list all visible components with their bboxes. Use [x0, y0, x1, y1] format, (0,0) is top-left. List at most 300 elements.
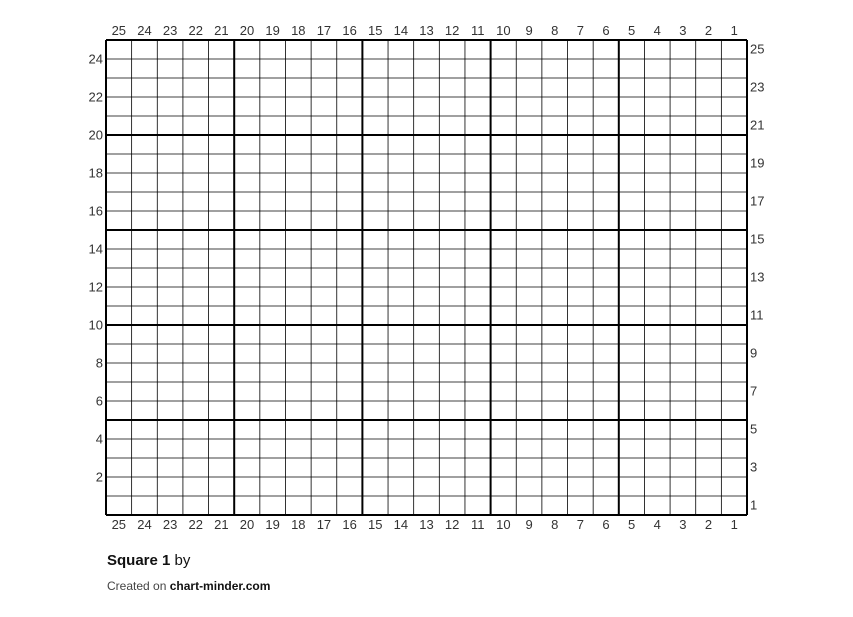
grid-cell[interactable]: [491, 135, 517, 154]
grid-cell[interactable]: [670, 135, 696, 154]
grid-cell[interactable]: [516, 78, 542, 97]
grid-cell[interactable]: [542, 192, 568, 211]
grid-cell[interactable]: [516, 249, 542, 268]
grid-cell[interactable]: [593, 458, 619, 477]
grid-cell[interactable]: [465, 173, 491, 192]
grid-cell[interactable]: [234, 420, 260, 439]
grid-cell[interactable]: [542, 211, 568, 230]
grid-cell[interactable]: [362, 97, 388, 116]
grid-cell[interactable]: [132, 325, 158, 344]
grid-cell[interactable]: [696, 192, 722, 211]
grid-cell[interactable]: [465, 78, 491, 97]
grid-cell[interactable]: [388, 382, 414, 401]
grid-cell[interactable]: [337, 230, 363, 249]
grid-cell[interactable]: [439, 249, 465, 268]
grid-cell[interactable]: [568, 496, 594, 515]
grid-cell[interactable]: [721, 477, 747, 496]
grid-cell[interactable]: [465, 192, 491, 211]
grid-cell[interactable]: [516, 401, 542, 420]
grid-cell[interactable]: [465, 97, 491, 116]
grid-cell[interactable]: [721, 154, 747, 173]
grid-cell[interactable]: [696, 154, 722, 173]
grid-cell[interactable]: [183, 78, 209, 97]
grid-cell[interactable]: [414, 268, 440, 287]
grid-cell[interactable]: [132, 306, 158, 325]
grid-cell[interactable]: [183, 40, 209, 59]
grid-cell[interactable]: [337, 211, 363, 230]
grid-cell[interactable]: [285, 268, 311, 287]
grid-cell[interactable]: [491, 382, 517, 401]
grid-cell[interactable]: [157, 306, 183, 325]
grid-cell[interactable]: [234, 477, 260, 496]
grid-cell[interactable]: [311, 496, 337, 515]
grid-cell[interactable]: [696, 420, 722, 439]
grid-cell[interactable]: [337, 496, 363, 515]
grid-cell[interactable]: [542, 268, 568, 287]
grid-cell[interactable]: [414, 325, 440, 344]
grid-cell[interactable]: [234, 211, 260, 230]
grid-cell[interactable]: [362, 249, 388, 268]
grid-cell[interactable]: [260, 173, 286, 192]
grid-cell[interactable]: [311, 135, 337, 154]
grid-cell[interactable]: [568, 306, 594, 325]
grid-cell[interactable]: [311, 458, 337, 477]
grid-cell[interactable]: [644, 458, 670, 477]
grid-cell[interactable]: [260, 382, 286, 401]
grid-cell[interactable]: [209, 211, 235, 230]
grid-cell[interactable]: [209, 363, 235, 382]
grid-cell[interactable]: [542, 306, 568, 325]
grid-cell[interactable]: [465, 496, 491, 515]
grid-cell[interactable]: [157, 135, 183, 154]
grid-cell[interactable]: [337, 154, 363, 173]
grid-cell[interactable]: [619, 439, 645, 458]
grid-cell[interactable]: [132, 78, 158, 97]
grid-cell[interactable]: [414, 135, 440, 154]
grid-cell[interactable]: [362, 211, 388, 230]
grid-cell[interactable]: [619, 363, 645, 382]
grid-cell[interactable]: [132, 135, 158, 154]
grid-cell[interactable]: [670, 420, 696, 439]
grid-cell[interactable]: [670, 59, 696, 78]
grid-cell[interactable]: [439, 382, 465, 401]
grid-cell[interactable]: [414, 97, 440, 116]
grid-cell[interactable]: [414, 116, 440, 135]
grid-cell[interactable]: [106, 420, 132, 439]
grid-cell[interactable]: [132, 211, 158, 230]
grid-cell[interactable]: [285, 344, 311, 363]
grid-cell[interactable]: [106, 344, 132, 363]
grid-cell[interactable]: [234, 363, 260, 382]
grid-cell[interactable]: [439, 458, 465, 477]
grid-cell[interactable]: [132, 363, 158, 382]
grid-cell[interactable]: [593, 363, 619, 382]
grid-cell[interactable]: [516, 477, 542, 496]
grid-cell[interactable]: [260, 363, 286, 382]
grid-cell[interactable]: [337, 116, 363, 135]
grid-cell[interactable]: [439, 40, 465, 59]
grid-cell[interactable]: [619, 97, 645, 116]
grid-cell[interactable]: [721, 116, 747, 135]
grid-cell[interactable]: [388, 78, 414, 97]
grid-cell[interactable]: [593, 496, 619, 515]
grid-cell[interactable]: [285, 78, 311, 97]
grid-cell[interactable]: [234, 458, 260, 477]
grid-cell[interactable]: [414, 173, 440, 192]
grid-cell[interactable]: [337, 173, 363, 192]
grid-cell[interactable]: [696, 78, 722, 97]
grid-cell[interactable]: [491, 230, 517, 249]
grid-cell[interactable]: [285, 59, 311, 78]
grid-cell[interactable]: [568, 477, 594, 496]
grid-cell[interactable]: [644, 439, 670, 458]
grid-cell[interactable]: [465, 344, 491, 363]
grid-cell[interactable]: [644, 496, 670, 515]
grid-cell[interactable]: [414, 192, 440, 211]
grid-cell[interactable]: [568, 230, 594, 249]
grid-cell[interactable]: [311, 420, 337, 439]
grid-cell[interactable]: [568, 439, 594, 458]
grid-cell[interactable]: [516, 116, 542, 135]
grid-cell[interactable]: [183, 382, 209, 401]
grid-cell[interactable]: [670, 477, 696, 496]
grid-cell[interactable]: [388, 192, 414, 211]
grid-cell[interactable]: [491, 325, 517, 344]
grid-cell[interactable]: [157, 458, 183, 477]
grid-cell[interactable]: [132, 439, 158, 458]
grid-cell[interactable]: [311, 306, 337, 325]
grid-cell[interactable]: [619, 458, 645, 477]
grid-cell[interactable]: [260, 477, 286, 496]
grid-cell[interactable]: [132, 268, 158, 287]
grid-cell[interactable]: [311, 116, 337, 135]
grid-cell[interactable]: [132, 420, 158, 439]
grid-cell[interactable]: [106, 78, 132, 97]
grid-cell[interactable]: [183, 439, 209, 458]
grid-cell[interactable]: [311, 363, 337, 382]
grid-cell[interactable]: [132, 97, 158, 116]
grid-cell[interactable]: [491, 192, 517, 211]
grid-cell[interactable]: [106, 40, 132, 59]
grid-cell[interactable]: [311, 59, 337, 78]
grid-cell[interactable]: [491, 116, 517, 135]
grid-cell[interactable]: [337, 135, 363, 154]
grid-cell[interactable]: [132, 496, 158, 515]
grid-cell[interactable]: [183, 192, 209, 211]
grid-cell[interactable]: [696, 344, 722, 363]
grid-cell[interactable]: [106, 401, 132, 420]
grid-cell[interactable]: [337, 97, 363, 116]
grid-cell[interactable]: [388, 59, 414, 78]
grid-cell[interactable]: [183, 325, 209, 344]
grid-cell[interactable]: [593, 40, 619, 59]
grid-cell[interactable]: [183, 268, 209, 287]
grid-cell[interactable]: [516, 344, 542, 363]
grid-cell[interactable]: [670, 249, 696, 268]
grid-cell[interactable]: [696, 173, 722, 192]
grid-cell[interactable]: [337, 78, 363, 97]
grid-cell[interactable]: [388, 439, 414, 458]
grid-cell[interactable]: [311, 477, 337, 496]
grid-cell[interactable]: [516, 458, 542, 477]
grid-cell[interactable]: [721, 325, 747, 344]
grid-cell[interactable]: [157, 116, 183, 135]
grid-cell[interactable]: [414, 477, 440, 496]
grid-cell[interactable]: [285, 40, 311, 59]
grid-cell[interactable]: [234, 59, 260, 78]
grid-cell[interactable]: [388, 344, 414, 363]
grid-cell[interactable]: [465, 211, 491, 230]
grid-cell[interactable]: [209, 325, 235, 344]
grid-cell[interactable]: [542, 97, 568, 116]
grid-cell[interactable]: [491, 401, 517, 420]
grid-cell[interactable]: [670, 439, 696, 458]
grid-cell[interactable]: [209, 268, 235, 287]
grid-cell[interactable]: [311, 211, 337, 230]
grid-cell[interactable]: [157, 420, 183, 439]
grid-cell[interactable]: [260, 116, 286, 135]
grid-cell[interactable]: [311, 268, 337, 287]
grid-cell[interactable]: [311, 78, 337, 97]
grid-cell[interactable]: [311, 439, 337, 458]
grid-cell[interactable]: [234, 173, 260, 192]
grid-cell[interactable]: [516, 306, 542, 325]
grid-cell[interactable]: [568, 59, 594, 78]
grid-cell[interactable]: [388, 97, 414, 116]
grid-cell[interactable]: [491, 249, 517, 268]
grid-cell[interactable]: [721, 458, 747, 477]
grid-cell[interactable]: [388, 249, 414, 268]
grid-cell[interactable]: [491, 59, 517, 78]
grid-cell[interactable]: [106, 382, 132, 401]
grid-cell[interactable]: [362, 173, 388, 192]
grid-cell[interactable]: [593, 268, 619, 287]
grid-cell[interactable]: [568, 192, 594, 211]
grid-cell[interactable]: [311, 173, 337, 192]
grid-cell[interactable]: [388, 211, 414, 230]
grid-cell[interactable]: [721, 40, 747, 59]
grid-cell[interactable]: [465, 230, 491, 249]
grid-cell[interactable]: [260, 287, 286, 306]
grid-cell[interactable]: [644, 268, 670, 287]
grid-cell[interactable]: [439, 477, 465, 496]
grid-cell[interactable]: [670, 97, 696, 116]
grid-cell[interactable]: [439, 211, 465, 230]
grid-cell[interactable]: [593, 420, 619, 439]
grid-cell[interactable]: [362, 154, 388, 173]
grid-cell[interactable]: [644, 344, 670, 363]
grid-cell[interactable]: [285, 458, 311, 477]
grid-cell[interactable]: [696, 230, 722, 249]
grid-cell[interactable]: [311, 249, 337, 268]
grid-cell[interactable]: [696, 211, 722, 230]
grid-cell[interactable]: [183, 363, 209, 382]
grid-cell[interactable]: [593, 382, 619, 401]
grid-cell[interactable]: [439, 306, 465, 325]
grid-cell[interactable]: [491, 477, 517, 496]
grid-cell[interactable]: [157, 477, 183, 496]
grid-cell[interactable]: [568, 458, 594, 477]
grid-cell[interactable]: [234, 496, 260, 515]
grid-cell[interactable]: [260, 97, 286, 116]
grid-cell[interactable]: [260, 192, 286, 211]
grid-cell[interactable]: [183, 287, 209, 306]
grid-cell[interactable]: [209, 192, 235, 211]
grid-cell[interactable]: [619, 230, 645, 249]
grid-cell[interactable]: [106, 135, 132, 154]
grid-cell[interactable]: [721, 382, 747, 401]
grid-cell[interactable]: [209, 230, 235, 249]
grid-cell[interactable]: [362, 287, 388, 306]
grid-cell[interactable]: [311, 401, 337, 420]
grid-cell[interactable]: [465, 249, 491, 268]
grid-cell[interactable]: [362, 59, 388, 78]
grid-cell[interactable]: [106, 477, 132, 496]
grid-cell[interactable]: [619, 40, 645, 59]
grid-cell[interactable]: [670, 287, 696, 306]
grid-cell[interactable]: [311, 230, 337, 249]
grid-cell[interactable]: [388, 363, 414, 382]
grid-cell[interactable]: [491, 40, 517, 59]
grid-cell[interactable]: [157, 268, 183, 287]
grid-cell[interactable]: [593, 439, 619, 458]
grid-cell[interactable]: [465, 325, 491, 344]
grid-cell[interactable]: [439, 173, 465, 192]
grid-cell[interactable]: [465, 363, 491, 382]
grid-cell[interactable]: [132, 458, 158, 477]
grid-cell[interactable]: [516, 363, 542, 382]
grid-cell[interactable]: [568, 287, 594, 306]
grid-cell[interactable]: [157, 154, 183, 173]
grid-cell[interactable]: [285, 154, 311, 173]
grid-cell[interactable]: [285, 477, 311, 496]
grid-cell[interactable]: [542, 78, 568, 97]
grid-cell[interactable]: [619, 306, 645, 325]
grid-cell[interactable]: [670, 173, 696, 192]
grid-cell[interactable]: [593, 477, 619, 496]
grid-cell[interactable]: [337, 40, 363, 59]
site-link[interactable]: chart-minder.com: [169, 579, 271, 593]
grid-cell[interactable]: [542, 116, 568, 135]
grid-cell[interactable]: [106, 97, 132, 116]
grid-cell[interactable]: [337, 192, 363, 211]
grid-cell[interactable]: [285, 230, 311, 249]
grid-cell[interactable]: [209, 78, 235, 97]
grid-cell[interactable]: [593, 344, 619, 363]
grid-cell[interactable]: [285, 439, 311, 458]
grid-cell[interactable]: [516, 59, 542, 78]
grid-cell[interactable]: [644, 116, 670, 135]
grid-cell[interactable]: [644, 135, 670, 154]
grid-cell[interactable]: [157, 401, 183, 420]
grid-cell[interactable]: [209, 420, 235, 439]
grid-cell[interactable]: [311, 382, 337, 401]
grid-cell[interactable]: [388, 268, 414, 287]
grid-cell[interactable]: [362, 78, 388, 97]
grid-cell[interactable]: [260, 230, 286, 249]
grid-cell[interactable]: [311, 287, 337, 306]
grid-cell[interactable]: [209, 401, 235, 420]
grid-cell[interactable]: [721, 230, 747, 249]
grid-cell[interactable]: [593, 230, 619, 249]
grid-cell[interactable]: [619, 325, 645, 344]
grid-cell[interactable]: [388, 325, 414, 344]
grid-cell[interactable]: [516, 287, 542, 306]
grid-cell[interactable]: [157, 439, 183, 458]
grid-cell[interactable]: [465, 439, 491, 458]
grid-cell[interactable]: [132, 401, 158, 420]
grid-cell[interactable]: [516, 382, 542, 401]
grid-cell[interactable]: [542, 344, 568, 363]
grid-cell[interactable]: [696, 97, 722, 116]
grid-cell[interactable]: [644, 173, 670, 192]
grid-cell[interactable]: [183, 135, 209, 154]
grid-cell[interactable]: [568, 363, 594, 382]
grid-cell[interactable]: [157, 249, 183, 268]
grid-cell[interactable]: [439, 97, 465, 116]
grid-cell[interactable]: [132, 173, 158, 192]
grid-cell[interactable]: [619, 401, 645, 420]
grid-cell[interactable]: [516, 211, 542, 230]
grid-cell[interactable]: [516, 230, 542, 249]
grid-cell[interactable]: [644, 59, 670, 78]
grid-cell[interactable]: [337, 458, 363, 477]
grid-cell[interactable]: [362, 363, 388, 382]
grid-cell[interactable]: [696, 477, 722, 496]
grid-cell[interactable]: [593, 211, 619, 230]
grid-cell[interactable]: [234, 306, 260, 325]
grid-cell[interactable]: [593, 325, 619, 344]
grid-cell[interactable]: [542, 420, 568, 439]
grid-cell[interactable]: [439, 496, 465, 515]
grid-cell[interactable]: [183, 173, 209, 192]
grid-cell[interactable]: [209, 135, 235, 154]
grid-cell[interactable]: [183, 211, 209, 230]
grid-cell[interactable]: [593, 287, 619, 306]
grid-cell[interactable]: [670, 116, 696, 135]
grid-cell[interactable]: [388, 116, 414, 135]
grid-cell[interactable]: [721, 439, 747, 458]
grid-cell[interactable]: [696, 268, 722, 287]
grid-cell[interactable]: [491, 268, 517, 287]
grid-cell[interactable]: [106, 173, 132, 192]
grid-cell[interactable]: [542, 173, 568, 192]
grid-cell[interactable]: [593, 78, 619, 97]
grid-cell[interactable]: [439, 439, 465, 458]
grid-cell[interactable]: [491, 306, 517, 325]
grid-cell[interactable]: [465, 382, 491, 401]
grid-cell[interactable]: [311, 325, 337, 344]
grid-cell[interactable]: [670, 230, 696, 249]
grid-cell[interactable]: [183, 154, 209, 173]
grid-cell[interactable]: [337, 382, 363, 401]
grid-cell[interactable]: [542, 325, 568, 344]
grid-cell[interactable]: [260, 306, 286, 325]
grid-cell[interactable]: [619, 420, 645, 439]
grid-cell[interactable]: [209, 116, 235, 135]
grid-cell[interactable]: [388, 173, 414, 192]
grid-cell[interactable]: [209, 173, 235, 192]
grid-cell[interactable]: [388, 458, 414, 477]
grid-cell[interactable]: [696, 458, 722, 477]
grid-cell[interactable]: [465, 154, 491, 173]
grid-cell[interactable]: [491, 420, 517, 439]
grid-cell[interactable]: [106, 496, 132, 515]
grid-cell[interactable]: [568, 116, 594, 135]
grid-cell[interactable]: [644, 78, 670, 97]
grid-cell[interactable]: [721, 249, 747, 268]
grid-cell[interactable]: [696, 249, 722, 268]
